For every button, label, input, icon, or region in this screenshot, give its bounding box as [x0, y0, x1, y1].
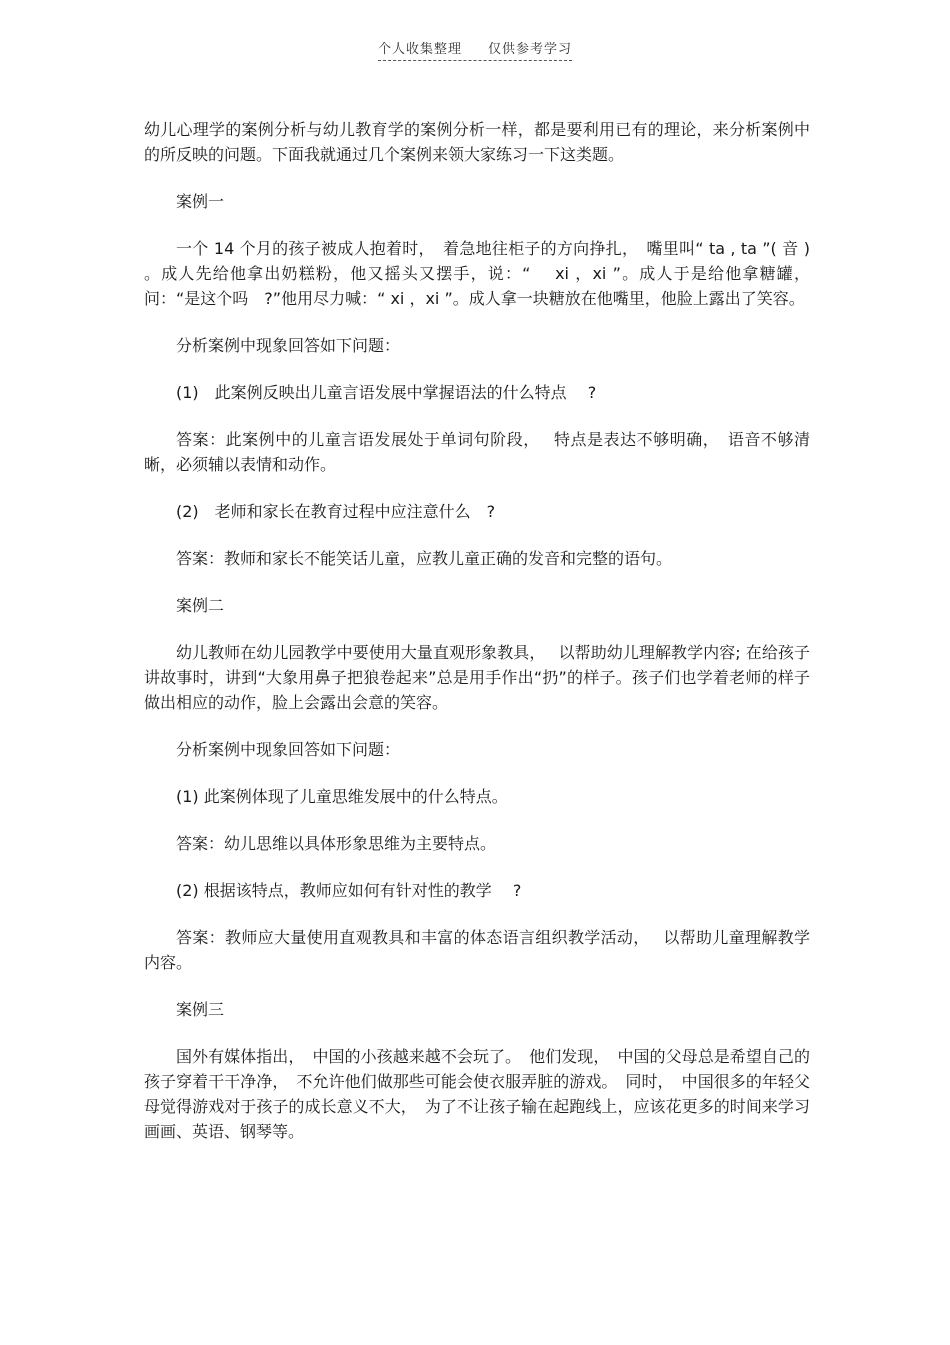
case-one-description: 一个 14 个月的孩子被成人抱着时， 着急地往柜子的方向挣扎， 嘴里叫“ ta , ta ”( 音 ) 。成人先给他拿出奶糕粉，他又摇头又摆手，说：“ xi ，xi ”。成人于是给他拿糖罐，问：“是这个吗 ?”他用尽力喊：“ xi ，xi ”。成人拿一块糖放在他嘴里，他脸上露出了笑容。 [144, 239, 810, 308]
case-two-heading: 案例二 [176, 596, 225, 615]
header-underline [378, 38, 572, 61]
case-two-answer-1: 答案：幼儿思维以具体形象思维为主要特点。 [176, 834, 497, 853]
case-two-description: 幼儿教师在幼儿园教学中要使用大量直观形象教具， 以帮助幼儿理解教学内容; 在给孩子讲故事时，讲到“大象用鼻子把狼卷起来”总是用手作出“扔”的样子。孩子们也学着老师的样子做出相应的动作，脸上会露出会意的笑容。 [144, 643, 810, 712]
intro-paragraph: 幼儿心理学的案例分析与幼儿教育学的案例分析一样，都是要利用已有的理论，来分析案例中的所反映的问题。下面我就通过几个案例来领大家练习一下这类题。 [144, 120, 810, 164]
case-three-description: 国外有媒体指出， 中国的小孩越来越不会玩了。 他们发现， 中国的父母总是希望自己的孩子穿着干干净净， 不允许他们做那些可能会使衣服弄脏的游戏。 同时， 中国很多的年轻父母觉得游戏对于孩子的成长意义不大， 为了不让孩子输在起跑线上，应该花更多的时间来学习画画、英语、钢琴等。 [144, 1047, 810, 1141]
header-right-text: 仅供参考学习 [488, 42, 573, 57]
case-one-prompt: 分析案例中现象回答如下问题： [176, 336, 401, 355]
case-one-heading: 案例一 [176, 192, 225, 211]
case-one-question-1: (1) 此案例反映出儿童言语发展中掌握语法的什么特点 ? [176, 383, 597, 402]
case-one-question-2: (2) 老师和家长在教育过程中应注意什么 ? [176, 502, 496, 521]
case-two-question-1: (1) 此案例体现了儿童思维发展中的什么特点。 [176, 787, 508, 806]
case-one-answer-2: 答案：教师和家长不能笑话儿童，应教儿童正确的发音和完整的语句。 [176, 549, 673, 568]
case-two-answer-2: 答案：教师应大量使用直观教具和丰富的体态语言组织教学活动， 以帮助儿童理解教学内容。 [144, 928, 810, 972]
case-two-question-2: (2) 根据该特点，教师应如何有针对性的教学 ? [176, 881, 522, 900]
case-one-answer-1: 答案：此案例中的儿童言语发展处于单词句阶段， 特点是表达不够明确， 语音不够清晰，必须辅以表情和动作。 [144, 430, 810, 474]
header-left-text: 个人收集整理 [377, 42, 462, 57]
case-two-prompt: 分析案例中现象回答如下问题： [176, 740, 401, 759]
document-body [144, 117, 810, 1166]
case-three-heading: 案例三 [176, 1000, 225, 1019]
page-header [0, 38, 950, 61]
